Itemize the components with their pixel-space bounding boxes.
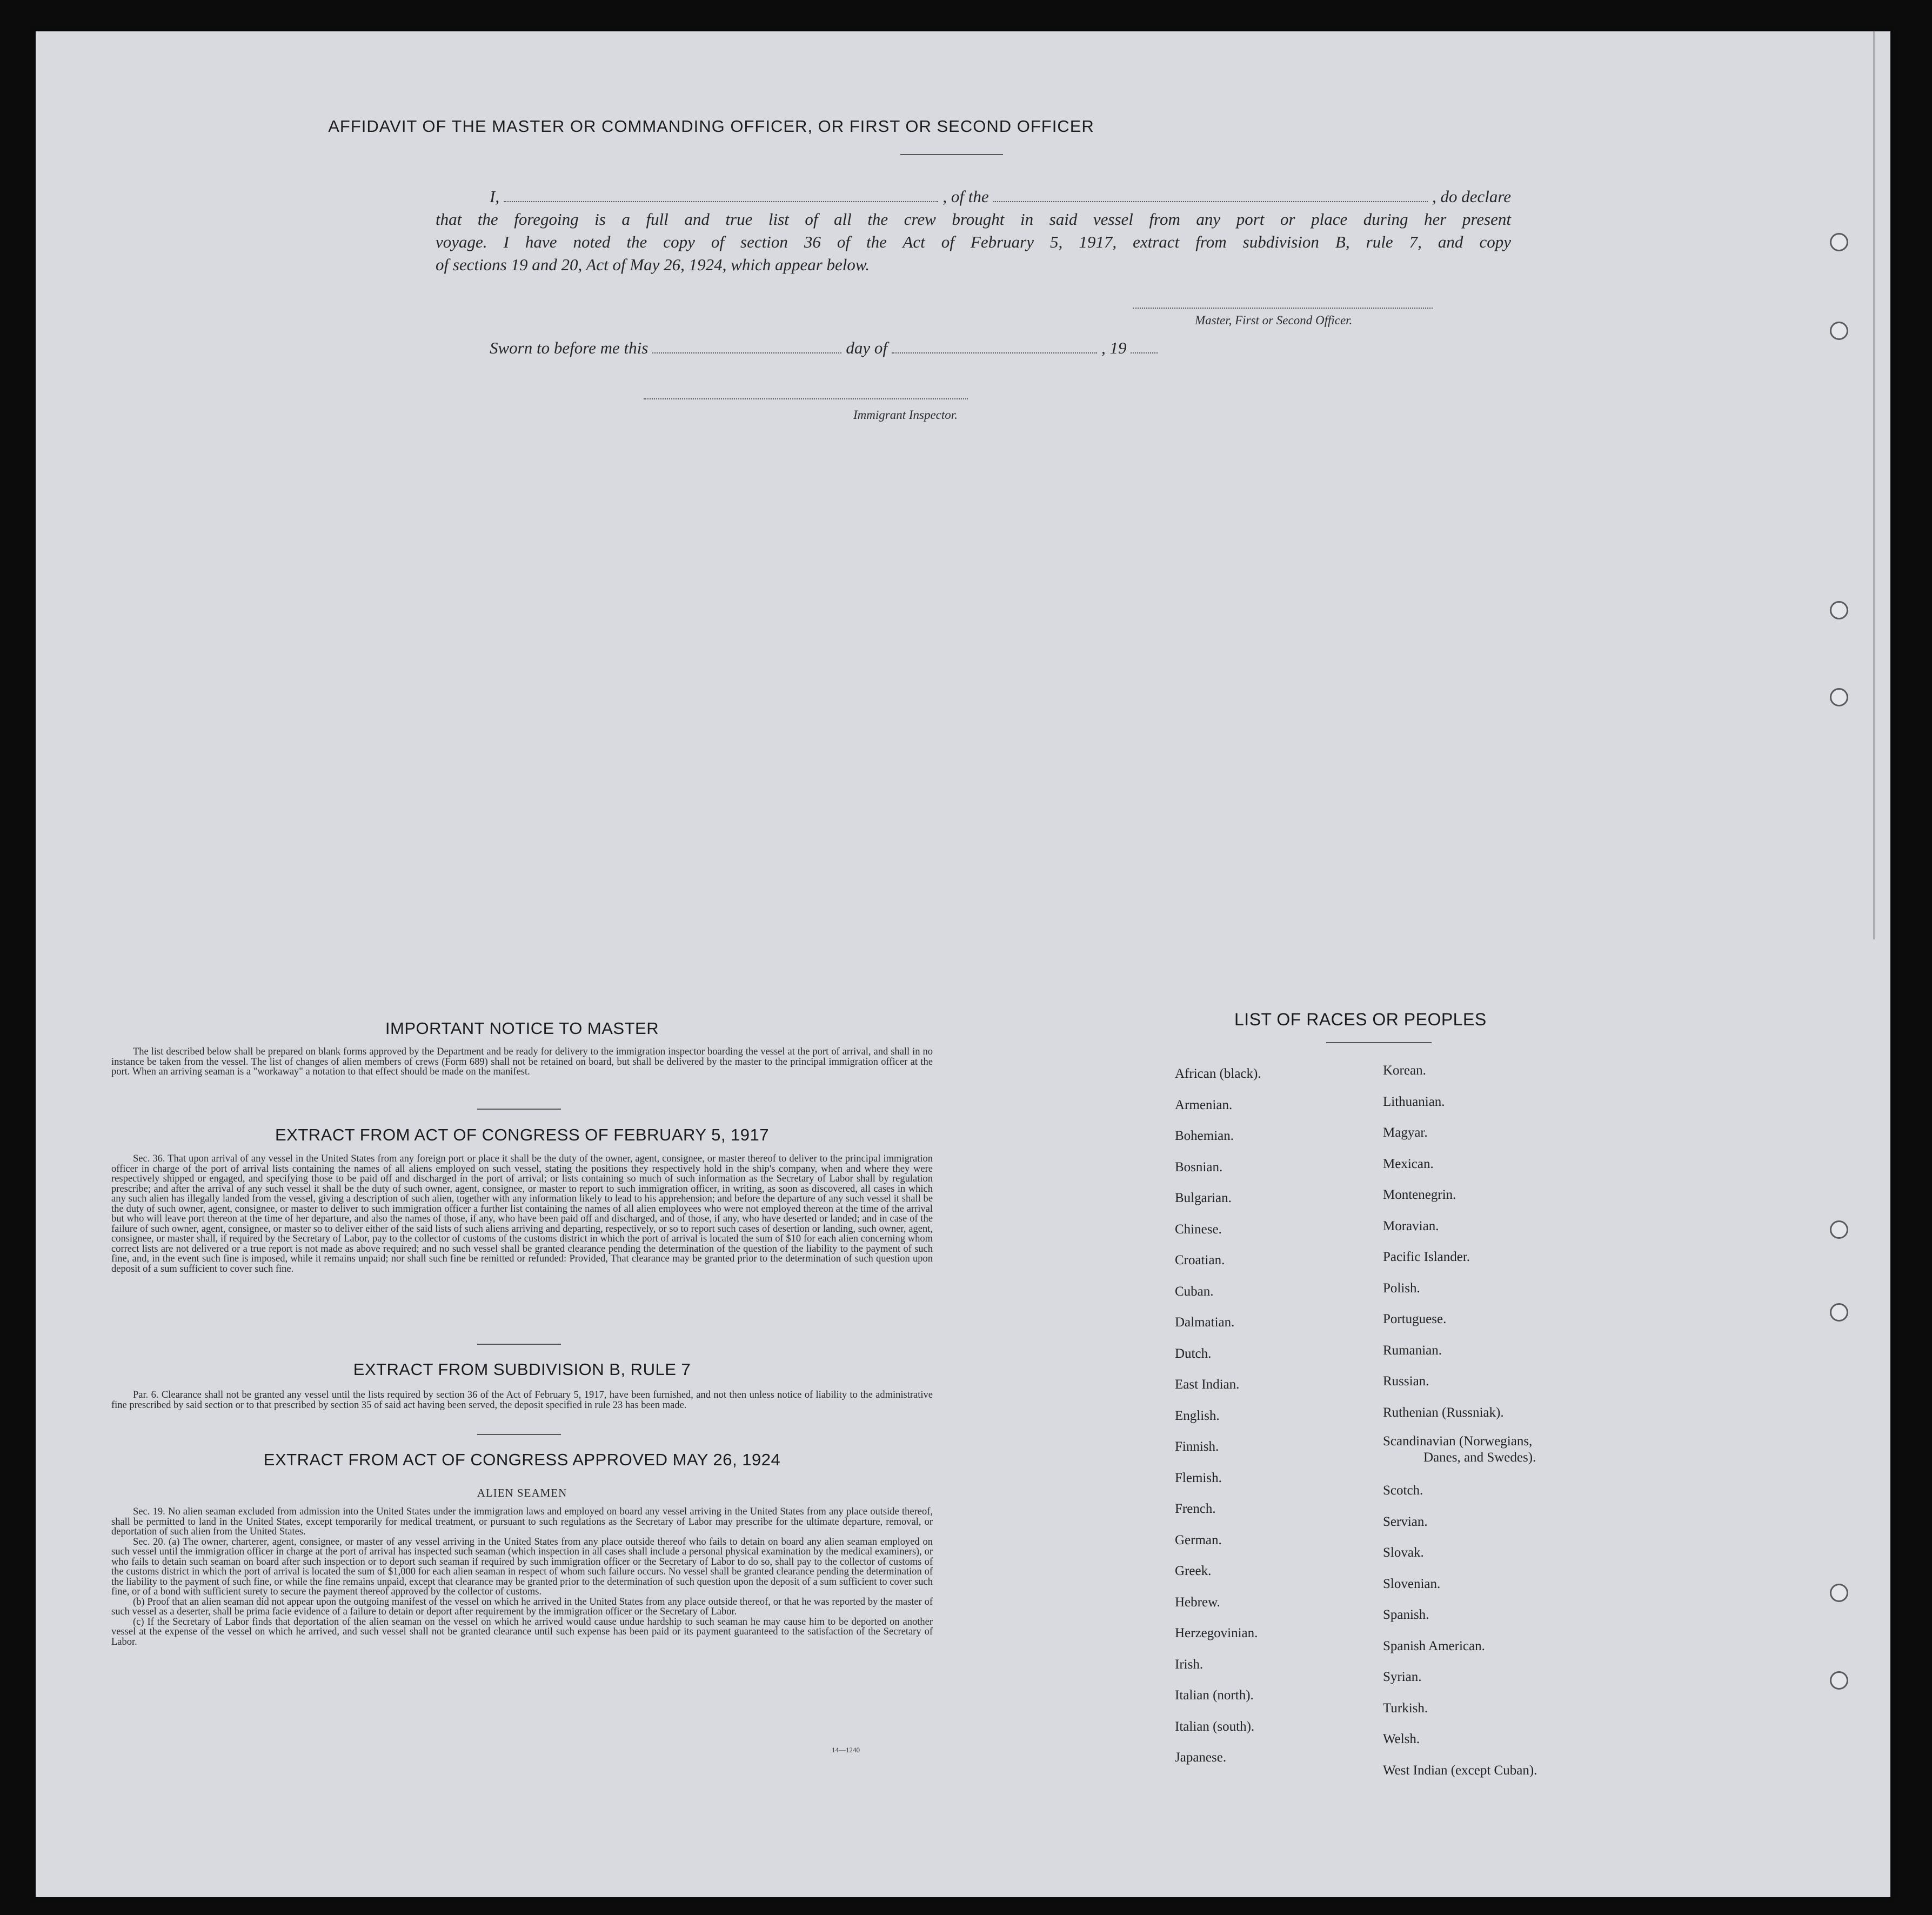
race-item: Montenegrin. [1383, 1187, 1456, 1202]
race-item: West Indian (except Cuban). [1383, 1763, 1537, 1778]
affidavit-line1-start: I, [490, 187, 500, 206]
sec-19-paragraph: Sec. 19. No alien seaman excluded from admission into the United States under the immigration laws and employed on board any vessel arriving in the United States from any place outside thereof, shall be permitted to land in the United States, except temporarily for medical treatment, or pursuant to such regulations as the Secretary of Labor may prescribe for the ultimate departure, removal, or deportation of such alien from the United States. [111, 1506, 933, 1537]
race-item: Irish. [1175, 1657, 1204, 1672]
race-item: Scandinavian (Norwegians, [1383, 1434, 1533, 1449]
sec-20c-paragraph: (c) If the Secretary of Labor finds that deportation of the alien seaman on the vessel on which he arrived would cause undue hardship to such seaman he may cause him to be deported on another vessel at the expense of the vessel on which he arrived, and such vessel shall not be granted clearance until such expense has been paid or its payment guaranteed to the satisfaction of the Secretary of Labor. [111, 1616, 933, 1647]
race-item: Italian (north). [1175, 1688, 1254, 1703]
document-page [36, 31, 1890, 1897]
race-item: Hebrew. [1175, 1594, 1220, 1610]
race-item: Pacific Islander. [1383, 1250, 1470, 1264]
race-item: Armenian. [1175, 1097, 1233, 1112]
signature-line[interactable] [1133, 308, 1433, 309]
sworn-year-field[interactable] [1131, 341, 1158, 353]
sworn-line [490, 337, 1246, 359]
sworn-day-label: day of [846, 338, 887, 357]
race-item: Dutch. [1175, 1346, 1212, 1361]
extract-1917-title: EXTRACT FROM ACT OF CONGRESS OF FEBRUARY 5, 1917 [275, 1125, 770, 1144]
sworn-year-label: , 19 [1101, 338, 1127, 357]
race-item: Croatian. [1175, 1253, 1225, 1267]
vessel-name-field[interactable] [993, 189, 1428, 202]
punch-hole [1830, 1303, 1848, 1322]
race-item: English. [1175, 1408, 1220, 1423]
section-divider [477, 1344, 561, 1345]
race-item: Slovak. [1383, 1545, 1424, 1560]
notice-text [111, 1047, 933, 1077]
punch-hole [1830, 1584, 1848, 1602]
title-divider [900, 154, 1003, 155]
notice-title: IMPORTANT NOTICE TO MASTER [385, 1019, 659, 1038]
race-item: Lithuanian. [1383, 1094, 1445, 1109]
signature-label: Master, First or Second Officer. [1195, 313, 1353, 327]
affidavit-line2: that the foregoing is a full and true list of all the crew brought in said vessel from any port or place during her present [436, 210, 1511, 229]
race-item: Korean. [1383, 1063, 1426, 1078]
race-item: Herzegovinian. [1175, 1626, 1258, 1640]
race-item: French. [1175, 1502, 1216, 1516]
race-item: Syrian. [1383, 1670, 1422, 1684]
race-item: Flemish. [1175, 1470, 1222, 1485]
extract-rule7-text [111, 1390, 933, 1410]
sec-36-paragraph: Sec. 36. That upon arrival of any vessel in the United States from any foreign port or place it shall be the duty of the owner, agent, consignee, or master thereof to deliver to the principal immigration officer in charge of the port of arrival lists containing the names of all aliens employed on such vessel, stating the positions they respectively hold in the ship's company, when and where they were respectively shipped or engaged, and specifying those to be paid off and discharged in the port of arrival; or lists containing so much of such information as the Secretary of Labor shall by regulation prescribe; and after the arrival of any such vessel it shall be the duty of such owner, agent, consignee, or master to report to such immigration officer, in writing, as soon as discovered, all cases in which any such alien has illegally landed from the vessel, giving a description of such alien, together with any information likely to lead to his apprehension; and before the departure of any such vessel it shall be the duty of such owner, agent, consignee, or master to deliver to such immigration officer a further list containing the names of all alien employees who were not employed thereon at the time of the arrival but who will leave port thereon at the time of her departure, and also the names of those, if any, who have been paid off and discharged, and of those, if any, who have deserted or landed; and in case of the failure of such owner, agent, consignee, or master so to deliver either of the said lists of such aliens arriving and departing, respectively, or so to report such cases of desertion or landing, such owner, agent, consignee, or master shall, if required by the Secretary of Labor, pay to the collector of customs of the customs district in which the port of arrival is located the sum of $10 for each alien concerning whom correct lists are not delivered or a true report is not made as above required; and no such vessel shall be granted clearance pending the determination of the question of the liability to the payment of such fine, and, in the event such fine is imposed, while it remains unpaid; nor shall such fine be remitted or refunded: Provided, That clearance may be granted prior to the determination of such question upon deposit of a sum sufficient to cover such fine. [111, 1153, 933, 1275]
race-item: Turkish. [1383, 1700, 1428, 1716]
races-divider [1326, 1042, 1432, 1043]
master-name-field[interactable] [504, 189, 938, 202]
race-item: Dalmatian. [1175, 1315, 1235, 1330]
race-item: Portuguese. [1383, 1312, 1447, 1326]
punch-hole [1830, 1220, 1848, 1239]
race-item: Slovenian. [1383, 1576, 1441, 1591]
punch-hole [1830, 601, 1848, 619]
extract-1924-text [111, 1507, 933, 1647]
race-item: Bulgarian. [1175, 1191, 1232, 1205]
sworn-prefix: Sworn to before me this [490, 338, 649, 357]
race-item: Polish. [1383, 1280, 1420, 1296]
race-item: German. [1175, 1532, 1222, 1547]
inspector-label: Immigrant Inspector. [853, 408, 958, 422]
affidavit-body [436, 185, 1511, 276]
race-item: Magyar. [1383, 1125, 1428, 1140]
race-item: Welsh. [1383, 1732, 1420, 1746]
affidavit-line1-end: , do declare [1432, 187, 1512, 206]
affidavit-title: AFFIDAVIT OF THE MASTER OR COMMANDING OFFICER, OR FIRST OR SECOND OFFICER [328, 117, 1094, 136]
punch-hole [1830, 233, 1848, 251]
affidavit-line1-mid: , of the [942, 187, 989, 206]
race-item: Bosnian. [1175, 1159, 1223, 1175]
race-item: African (black). [1175, 1066, 1261, 1081]
alien-seamen-subtitle: ALIEN SEAMEN [477, 1486, 567, 1499]
race-item: Mexican. [1383, 1156, 1434, 1171]
race-item: Italian (south). [1175, 1719, 1255, 1734]
race-item: Japanese. [1175, 1750, 1227, 1765]
extract-1917-text [111, 1154, 933, 1274]
race-item: Rumanian. [1383, 1343, 1442, 1358]
extract-rule7-title: EXTRACT FROM SUBDIVISION B, RULE 7 [353, 1360, 691, 1379]
race-item: Scotch. [1383, 1483, 1423, 1498]
punch-hole [1830, 688, 1848, 706]
races-title: LIST OF RACES OR PEOPLES [1234, 1010, 1487, 1029]
race-item: Spanish American. [1383, 1638, 1485, 1653]
race-item-continuation: Danes, and Swedes). [1423, 1450, 1536, 1465]
race-item: Cuban. [1175, 1284, 1214, 1299]
affidavit-line4: of sections 19 and 20, Act of May 26, 1924, which appear below. [436, 255, 870, 274]
sworn-day-field[interactable] [652, 341, 841, 353]
race-item: Spanish. [1383, 1607, 1429, 1622]
par-6-paragraph: Par. 6. Clearance shall not be granted any vessel until the lists required by section 36 of the Act of February 5, 1917, have been furnished, and not then unless notice of liability to the administrative fine prescribed by said section or to that prescribed by section 35 of said act having been served, the deposit specified in rule 23 has been made. [111, 1390, 933, 1411]
inspector-signature-line[interactable] [644, 398, 968, 399]
notice-paragraph: The list described below shall be prepared on blank forms approved by the Department and be ready for delivery to the immigration inspector boarding the vessel at the port of arrival, and shall in no instance be taken from the vessel. The list of changes of alien members of crews (Form 689) shall not be retained on board, but shall be delivered by the master to the principal immigration officer at the port. When an arriving seaman is a "workaway" a notation to that effect should be made on the manifest. [111, 1046, 933, 1077]
section-divider [477, 1109, 561, 1110]
form-number: 14—1240 [832, 1746, 860, 1754]
race-item: East Indian. [1175, 1377, 1240, 1392]
sec-20b-paragraph: (b) Proof that an alien seaman did not appear upon the outgoing manifest of the vessel on which he arrived in the United States from any place outside thereof, or that he was reported by the master of such vessel as a deserter, shall be prima facie evidence of a failure to detain or deport after requirement by the immigration officer or the Secretary of Labor. [111, 1596, 933, 1617]
race-item: Chinese. [1175, 1222, 1222, 1237]
sworn-month-field[interactable] [892, 341, 1097, 353]
punch-hole [1830, 322, 1848, 340]
race-item: Bohemian. [1175, 1129, 1234, 1143]
race-item: Russian. [1383, 1374, 1429, 1389]
section-divider [477, 1434, 561, 1435]
race-item: Ruthenian (Russniak). [1383, 1405, 1504, 1420]
race-item: Finnish. [1175, 1439, 1219, 1454]
race-item: Greek. [1175, 1564, 1212, 1578]
sec-20a-paragraph: Sec. 20. (a) The owner, charterer, agent, consignee, or master of any vessel arriving in the United States from any place outside thereof who fails to detain on board any alien seaman employed on such vessel until the immigration officer in charge at the port of arrival has inspected such seaman (which inspection in all cases shall include a personal physical examination by the medical examiners), or who fails to detain such seaman on board after such inspection or to deport such seaman if required by such immigration officer or the Secretary of Labor to do so, shall pay to the collector of customs of the customs district in which the port of arrival is located the sum of $1,000 for each alien seaman in respect of whom such failure occurs. No vessel shall be granted clearance pending the determination of the liability to the payment of such fine, or while the fine remains unpaid, except that clearance may be granted prior to the determination of such question upon the deposit of a sum sufficient to cover such fine, or of a bond with sufficient surety to secure the payment thereof approved by the collector of customs. [111, 1536, 933, 1597]
race-item: Servian. [1383, 1514, 1428, 1529]
race-item: Moravian. [1383, 1218, 1439, 1233]
affidavit-line3: voyage. I have noted the copy of section 36 of the Act of February 5, 1917, extract from subdivision B, rule 7, and copy [436, 232, 1511, 251]
page-edge-line [1873, 31, 1875, 939]
extract-1924-title: EXTRACT FROM ACT OF CONGRESS APPROVED MAY 26, 1924 [263, 1450, 781, 1469]
punch-hole [1830, 1671, 1848, 1690]
